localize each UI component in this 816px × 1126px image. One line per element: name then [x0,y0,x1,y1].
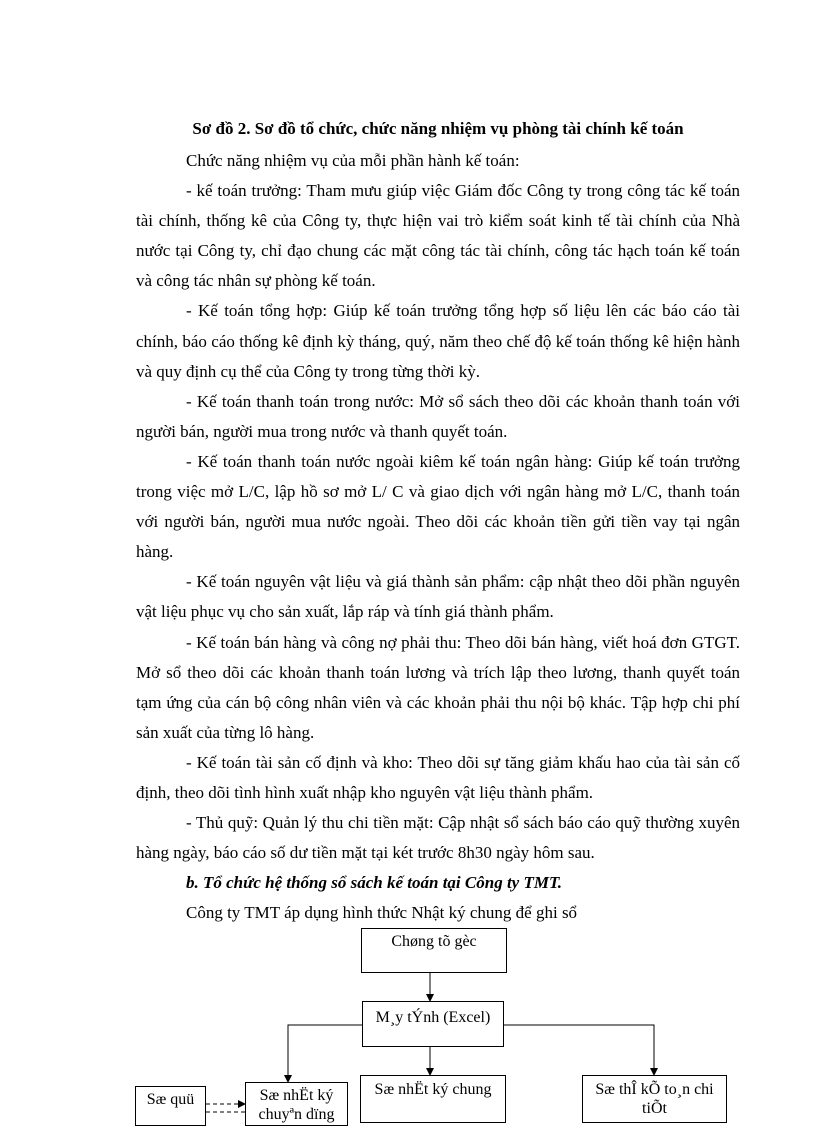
paragraph: - Kế toán bán hàng và công nợ phải thu: Theo dõi bán hàng, viết hoá đơn GTGT. Mở sổ theo dõi các khoản thanh toán lương và trích lập theo lương, thanh quyết toán tạm ứng của cán bộ công nhân viên và các khoản phải thu nội bộ khác. Tập hợp chi phí sản xuất của từng lô hàng. [136,632,740,742]
paragraph: - Thủ quỹ: Quản lý thu chi tiền mặt: Cập nhật sổ sách báo cáo quỹ thường xuyên hàng ngày, báo cáo số dư tiền mặt tại két trước 8h30 ngày hôm sau. [136,813,740,863]
diagram-caption: Sơ đồ 2. Sơ đồ tổ chức, chức năng nhiệm vụ phòng tài chính kế toán [192,119,684,138]
cash-book-box: Sæ quü [135,1086,206,1126]
arrow-computer-to-detail-ledger [504,1025,654,1075]
computer-excel-box: M¸y tÝnh (Excel) [362,1001,504,1047]
paragraph: - Kế toán nguyên vật liệu và giá thành sản phẩm: cập nhật theo dõi phần nguyên vật liệu phục vụ cho sản xuất, lắp ráp và tính giá thành phẩm. [136,572,740,622]
special-journal-box: Sæ nhËt ký chuyªn dïng [245,1082,348,1126]
paragraph: - kế toán trưởng: Tham mưu giúp việc Giám đốc Công ty trong công tác kế toán tài chính, thống kê của Công ty, thực hiện vai trò kiểm soát kinh tế tài chính của Nhà nước tại Công ty, chỉ đạo chung các mặt công tác tài chính, công tác hạch toán kế toán và công tác nhân sự phòng kế toán. [136,181,740,291]
intro-line: Công ty TMT áp dụng hình thức Nhật ký chung để ghi sổ [186,903,578,923]
arrow-computer-to-special-journal [288,1025,362,1082]
paragraph: Chức năng nhiệm vụ của mỗi phần hành kế toán: [186,151,520,170]
section-heading: b. Tổ chức hệ thống sổ sách kế toán tại Công ty TMT. [186,873,563,893]
paragraph: - Kế toán tài sản cố định và kho: Theo dõi sự tăng giảm khấu hao của tài sản cố định, theo dõi tình hình xuất nhập kho nguyên vật liệu thành phẩm. [136,752,740,802]
detail-ledger-box: Sæ thÎ kÕ to¸n chi tiÕt [582,1075,727,1123]
paragraph: - Kế toán thanh toán trong nước: Mở sổ sách theo dõi các khoản thanh toán với người bán, người mua trong nước và thanh quyết toán. [136,391,740,441]
paragraph: - Kế toán tổng hợp: Giúp kế toán trưởng tổng hợp số liệu lên các báo cáo tài chính, báo cáo thống kê định kỳ tháng, quý, năm theo chế độ kế toán thống kê hiện hành và quy định cụ thể của Công ty trong từng thời kỳ. [136,301,740,381]
paragraph: - Kế toán thanh toán nước ngoài kiêm kế toán ngân hàng: Giúp kế toán trưởng trong việc mở L/C, lập hồ sơ mở L/ C và giao dịch với ngân hàng mở L/C, thanh toán với người bán, người mua nước ngoài. Theo dõi các khoản tiền gửi tiền vay tại ngân hàng. [136,451,740,562]
general-journal-box: Sæ nhËt ký chung [360,1075,506,1123]
source-documents-box: Chøng tõ gèc [361,928,507,973]
